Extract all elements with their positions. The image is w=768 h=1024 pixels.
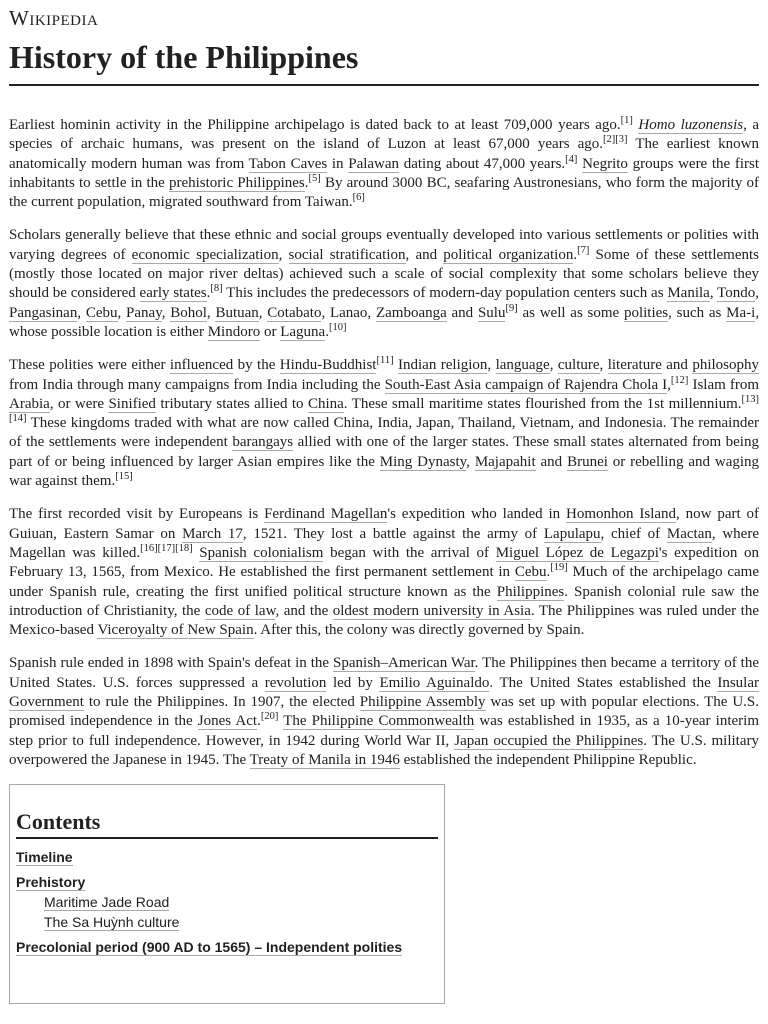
citation-link[interactable]: [2] xyxy=(603,134,616,146)
article-link[interactable]: Negrito xyxy=(582,155,628,172)
paragraph xyxy=(9,226,759,342)
article-link[interactable]: Miguel López de Legazpi xyxy=(495,544,659,561)
text-run: , xyxy=(161,304,171,321)
article-link[interactable]: social stratification xyxy=(288,246,406,263)
article-link[interactable]: Arabia xyxy=(9,395,50,412)
article-link[interactable]: Mindoro xyxy=(207,323,261,340)
text-run: 's expedition on February 13, 1565, from Mexico. He established the first permanent settlement in xyxy=(9,544,760,581)
article-link[interactable]: early states xyxy=(139,285,207,302)
citation-link[interactable]: [19] xyxy=(550,562,568,574)
text-run: , xyxy=(278,246,289,263)
article-link[interactable]: Panay xyxy=(126,304,162,321)
text-run: . xyxy=(257,713,261,730)
text-run: , Lanao, xyxy=(321,304,376,321)
text-run: . The Philippines then became a territory of the United States. U.S. forces suppressed a xyxy=(9,655,760,691)
text-run: , and xyxy=(405,246,444,263)
toc-list xyxy=(16,847,438,957)
toc-item-label: Maritime Jade Road xyxy=(44,894,170,911)
article-link[interactable]: Spanish colonialism xyxy=(199,544,324,561)
article-link[interactable]: Brunei xyxy=(567,453,608,470)
text-run: , xyxy=(599,357,608,374)
text-run: , whose possible location is either xyxy=(9,304,760,340)
article-link[interactable]: Majapahit xyxy=(474,453,536,470)
citation-link[interactable]: [8] xyxy=(210,283,223,295)
text-run: , xyxy=(667,376,671,393)
article-link[interactable]: Jones Act xyxy=(197,713,258,730)
text-run: Scholars generally believe that these ethnic and social groups eventually developed into various settlements or polities with varying degrees of xyxy=(9,227,759,263)
text-run: , xyxy=(755,285,759,302)
text-run: to rule the Philippines. In 1907, the elected xyxy=(83,694,360,711)
article-link[interactable]: revolution xyxy=(264,674,327,691)
article-link[interactable]: Cotabato xyxy=(267,304,322,321)
article-link[interactable]: polities xyxy=(623,304,669,321)
citation-link[interactable]: [15] xyxy=(115,471,133,483)
text-run: , xyxy=(206,304,216,321)
article-link[interactable]: influenced xyxy=(169,357,234,374)
text-run: in xyxy=(327,155,349,172)
text-run: Much of the archipelago came under Spanish rule, creating the first unified political structure known as the xyxy=(9,564,759,600)
text-run: as well as some xyxy=(517,304,624,321)
article-link[interactable]: language xyxy=(495,357,550,374)
citation-link[interactable]: [7] xyxy=(577,244,590,256)
article-link[interactable]: Tabon Caves xyxy=(248,155,328,172)
text-run: , now part of Guiuan, Eastern Samar on xyxy=(9,506,759,542)
citation-link[interactable]: [14] xyxy=(9,413,27,425)
text-run: These polities were either xyxy=(9,357,170,374)
text-run: , a species of archaic humans, was present on the island of Luzon at least 67,000 years ago. xyxy=(9,117,760,153)
article-link[interactable]: The Philippine Commonwealth xyxy=(283,713,475,730)
article-link[interactable]: Ferdinand Magellan xyxy=(264,506,388,523)
text-run: , xyxy=(466,453,475,470)
text-run: . xyxy=(546,564,551,581)
text-run: , chief of xyxy=(600,525,667,542)
text-run: . The United States established the xyxy=(489,674,718,691)
citation-link[interactable]: [3] xyxy=(615,134,628,146)
article-link[interactable]: literature xyxy=(607,357,662,374)
article-link[interactable]: Butuan xyxy=(215,304,259,321)
text-run: , xyxy=(549,357,558,374)
article-link[interactable]: Emilio Aguinaldo xyxy=(379,674,490,691)
citation-link[interactable]: [9] xyxy=(505,302,518,314)
text-run: and xyxy=(446,304,478,321)
article-link[interactable]: Japan occupied the Philippines xyxy=(454,732,644,749)
text-run: . After this, the colony was directly governed by Spain. xyxy=(253,622,585,639)
article-link[interactable]: barangays xyxy=(232,434,294,451)
text-run: , xyxy=(117,304,127,321)
article-link[interactable]: philosophy xyxy=(692,357,760,374)
text-run: , xyxy=(258,304,268,321)
toc-item-label: The Sa Huỳnh culture xyxy=(44,914,180,931)
text-run: . These small maritime states flourished from the 1st millennium. xyxy=(343,395,742,412)
article-link[interactable]: Hindu-Buddhist xyxy=(279,357,377,374)
article-link[interactable]: economic specialization xyxy=(131,246,279,263)
article-link[interactable]: Ming Dynasty xyxy=(379,453,467,470)
text-run: tributary states allied to xyxy=(155,395,308,412)
article-link[interactable]: Philippine Assembly xyxy=(359,694,486,711)
article-link[interactable]: oldest modern university in Asia xyxy=(332,602,531,619)
text-run: , xyxy=(487,357,496,374)
text-run: The earliest known anatomically modern human was from xyxy=(9,136,759,172)
article-link[interactable]: Tondo xyxy=(717,285,756,302)
citation-link[interactable]: [20] xyxy=(260,711,279,723)
text-run: , xyxy=(77,304,86,321)
toc-item[interactable] xyxy=(16,847,438,867)
text-run: Islam from xyxy=(688,376,759,393)
citation-link[interactable]: [18] xyxy=(175,542,193,554)
citation-link[interactable]: [5] xyxy=(308,172,321,184)
text-run: The first recorded visit by Europeans is xyxy=(9,506,265,523)
article-link[interactable]: Insular Government xyxy=(9,674,759,711)
text-run: This includes the predecessors of modern-day population centers such as xyxy=(222,285,668,302)
text-run: , where Magellan was killed. xyxy=(9,525,759,561)
text-run: . xyxy=(206,285,211,302)
citation-link[interactable]: [13] xyxy=(741,393,759,405)
text-run: , 1521. They lost a battle against the army of xyxy=(242,525,544,542)
text-run: or xyxy=(260,323,281,340)
text-run: from India through many campaigns from India including the xyxy=(9,376,385,393)
text-run: allied with one of the larger states. These small states alternated from being part of or being influenced by larger Asian empires like the xyxy=(9,434,759,470)
text-run: began with the arrival of xyxy=(323,544,496,561)
text-run: Some of these settlements (mostly those located on major river deltas) achieved such a scale of social complexity that some scholars believe they should be considered xyxy=(9,246,760,302)
table-of-contents xyxy=(9,784,445,1004)
text-run: or rebelling and waging war against them. xyxy=(9,453,760,490)
toc-item-label: Precolonial period (900 AD to 1565) – Independent polities xyxy=(16,939,403,956)
article-link[interactable]: Viceroyalty of New Spain xyxy=(97,622,254,639)
article-body xyxy=(9,116,759,770)
text-run: was established in 1935, as a 10-year interim step prior to full independence. However, in 1942 during World War II, xyxy=(9,713,759,749)
article-link[interactable]: Treaty of Manila in 1946 xyxy=(249,751,400,768)
article-link[interactable]: Ma-i xyxy=(726,304,756,321)
article-link[interactable]: Cebu xyxy=(514,564,547,581)
text-run: Spanish rule ended in 1898 with Spain's defeat in the xyxy=(9,655,334,672)
citation-link[interactable]: [4] xyxy=(565,153,578,165)
article-link[interactable]: March 17 xyxy=(182,525,243,542)
citation-link[interactable]: [11] xyxy=(376,355,394,367)
toc-item[interactable] xyxy=(16,892,438,912)
article-link[interactable]: Cebu xyxy=(85,304,118,321)
article-link[interactable]: Sinified xyxy=(108,395,156,412)
text-run: Earliest hominin activity in the Philippine archipelago is dated back to at least 709,000 years ago. xyxy=(9,117,621,133)
text-run: was set up with popular elections. The U.S. promised independence in the xyxy=(9,694,760,730)
article-link[interactable]: political organization xyxy=(443,246,574,263)
article-link[interactable]: China xyxy=(307,395,344,412)
citation-link[interactable]: [17] xyxy=(157,542,176,554)
text-run: led by xyxy=(326,674,380,691)
article-link[interactable]: Sulu xyxy=(477,304,506,321)
toc-item[interactable] xyxy=(16,872,438,892)
text-run: . The U.S. military overpowered the Japanese in 1945. The xyxy=(9,732,759,768)
page-title: History of the Philippines xyxy=(9,38,759,86)
toc-item-label: Prehistory xyxy=(16,874,86,891)
text-run: . The Philippines was ruled under the Mexico-based xyxy=(9,602,759,639)
text-run: , such as xyxy=(668,304,727,321)
citation-link[interactable]: [1] xyxy=(620,115,633,126)
text-run: , or were xyxy=(49,395,109,412)
text-run: groups were the first inhabitants to settle in the xyxy=(9,155,760,191)
article-link[interactable]: Manila xyxy=(667,285,710,302)
text-run: by the xyxy=(233,357,280,374)
text-run: These kingdoms traded with what are now called China, India, Japan, Thailand, Vietnam, and Indonesia. The remainder of the settlements were independent xyxy=(9,415,759,451)
article-link[interactable]: Palawan xyxy=(348,155,400,172)
text-run: and xyxy=(661,357,693,374)
text-run: , and the xyxy=(275,602,333,619)
article-link[interactable]: code of law xyxy=(204,602,276,619)
text-run: dating about 47,000 years. xyxy=(399,155,566,172)
article-link[interactable]: Philippines xyxy=(496,583,565,600)
toc-item[interactable] xyxy=(16,937,438,957)
citation-link[interactable]: [12] xyxy=(670,374,689,386)
paragraph xyxy=(9,116,759,212)
article-link[interactable]: Spanish–American War xyxy=(333,655,475,672)
article-link[interactable]: Laguna xyxy=(280,323,326,340)
citation-link[interactable]: [6] xyxy=(352,192,365,204)
toc-title: Contents xyxy=(16,809,438,839)
article-link[interactable]: Pangasinan xyxy=(9,304,78,321)
toc-item-label: Timeline xyxy=(16,849,73,866)
text-run: 's expedition who landed in xyxy=(387,506,567,523)
paragraph xyxy=(9,505,759,640)
citation-link[interactable]: [10] xyxy=(328,321,347,333)
text-run: . xyxy=(325,323,329,340)
text-run: . xyxy=(304,174,309,191)
text-run: . Spanish colonial rule saw the introduction of Christianity, the xyxy=(9,583,760,619)
toc-item[interactable] xyxy=(16,912,438,932)
wikipedia-logo[interactable]: Wikipedia xyxy=(9,6,99,30)
text-run: established the independent Philippine Republic. xyxy=(399,751,697,768)
text-run: , xyxy=(709,285,718,302)
paragraph xyxy=(9,356,759,491)
article-link[interactable]: Bohol xyxy=(170,304,207,321)
article-link[interactable]: prehistoric Philippines xyxy=(168,174,305,191)
article-link[interactable]: Lapulapu xyxy=(543,525,601,542)
citation-link[interactable]: [16] xyxy=(140,542,158,554)
article-link[interactable]: Homonhon Island xyxy=(566,506,677,523)
article-link[interactable]: Zamboanga xyxy=(375,304,447,321)
text-run: By around 3000 BC, seafaring Austronesians, who form the majority of the current population, migrated southward from Taiwan. xyxy=(9,174,760,211)
article-link[interactable]: South-East Asia campaign of Rajendra Chola I xyxy=(384,376,668,393)
article-link[interactable]: Indian religion xyxy=(398,357,488,374)
paragraph xyxy=(9,654,759,770)
article-link[interactable]: Homo luzonensis xyxy=(638,117,744,133)
article-link[interactable]: Mactan xyxy=(666,525,712,542)
text-run: . xyxy=(573,246,578,263)
article-link[interactable]: culture xyxy=(557,357,600,374)
text-run: and xyxy=(535,453,568,470)
